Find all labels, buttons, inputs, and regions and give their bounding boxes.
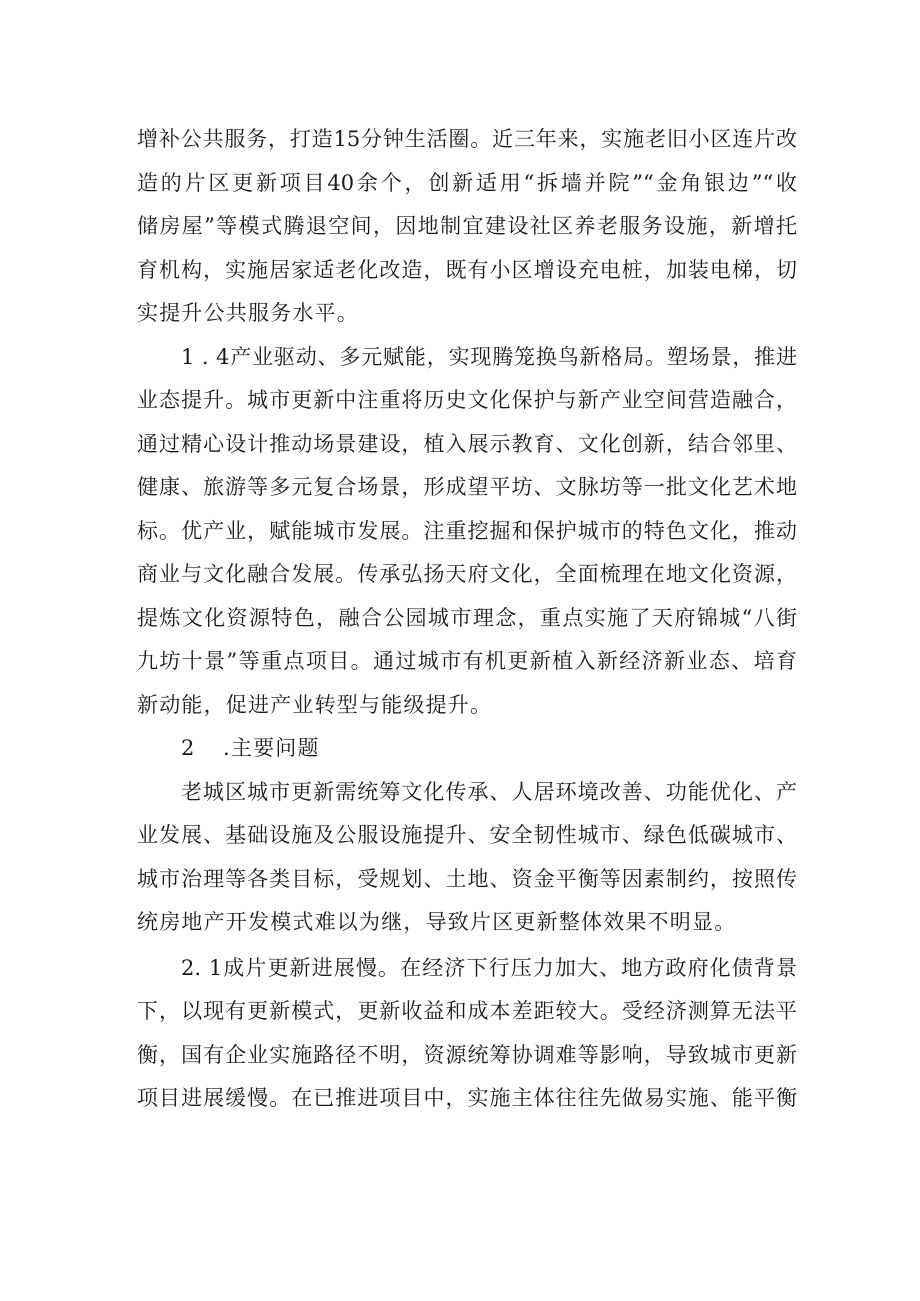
paragraph-line: 项目进展缓慢。在已推进项目中，实施主体往往先做易实施、能平衡 (137, 1086, 797, 1110)
paragraph-line: 2. 1成片更新进展慢。在经济下行压力加大、地方政府化债背景 (181, 955, 797, 980)
paragraph-line: 造的片区更新项目40余个，创新适用“拆墙并院”“金角银边”“收 (137, 170, 797, 195)
paragraph-line: 城市治理等各类目标，受规划、土地、资金平衡等因素制约，按照传 (137, 866, 797, 891)
paragraph-line: 统房地产开发模式难以为继，导致片区更新整体效果不明显。 (137, 910, 737, 934)
paragraph-line: 实提升公共服务水平。 (137, 301, 359, 325)
paragraph-line: 老城区城市更新需统筹文化传承、人居环境改善、功能优化、产 (181, 779, 797, 804)
paragraph-line: 健康、旅游等多元复合场景，形成望平坊、文脉坊等一批文化艺术地 (137, 475, 797, 499)
section-heading (137, 727, 797, 771)
section-title: .主要问题 (223, 736, 320, 760)
paragraph-line: 衡，国有企业实施路径不明，资源统筹协调难等影响，导致城市更新 (137, 1042, 797, 1067)
paragraph-line: 新动能，促进产业转型与能级提升。 (137, 692, 493, 717)
paragraph-line: 九坊十景”等重点项目。通过城市有机更新植入新经济新业态、培育 (137, 649, 797, 673)
paragraph-line: 储房屋”等模式腾退空间，因地制宜建设社区养老服务设施，新增托 (137, 214, 797, 238)
paragraph-line: 提炼文化资源特色，融合公园城市理念，重点实施了天府锦城“八街 (137, 605, 797, 630)
section-number: 2 (181, 736, 196, 760)
paragraph-line: 业发展、基础设施及公服设施提升、安全韧性城市、绿色低碳城市、 (137, 823, 797, 847)
paragraph-line: 增补公共服务，打造15分钟生活圈。近三年来，实施老旧小区连片改 (137, 127, 797, 151)
paragraph-line: 通过精心设计推动场景建设，植入展示教育、文化创新，结合邻里、 (137, 431, 797, 456)
paragraph-line: 育机构，实施居家适老化改造，既有小区增设充电桩，加装电梯，切 (137, 257, 797, 282)
paragraph-line: 1 . 4产业驱动、多元赋能，实现腾笼换鸟新格局。塑场景，推进 (181, 344, 797, 369)
document-body (137, 118, 797, 1121)
paragraph-line: 标。优产业，赋能城市发展。注重挖掘和保护城市的特色文化，推动 (137, 518, 797, 543)
paragraph-line: 商业与文化融合发展。传承弘扬天府文化，全面梳理在地文化资源， (137, 562, 797, 586)
paragraph-line: 业态提升。城市更新中注重将历史文化保护与新产业空间营造融合， (137, 388, 797, 412)
paragraph-line: 下，以现有更新模式，更新收益和成本差距较大。受经济测算无法平 (137, 999, 797, 1023)
